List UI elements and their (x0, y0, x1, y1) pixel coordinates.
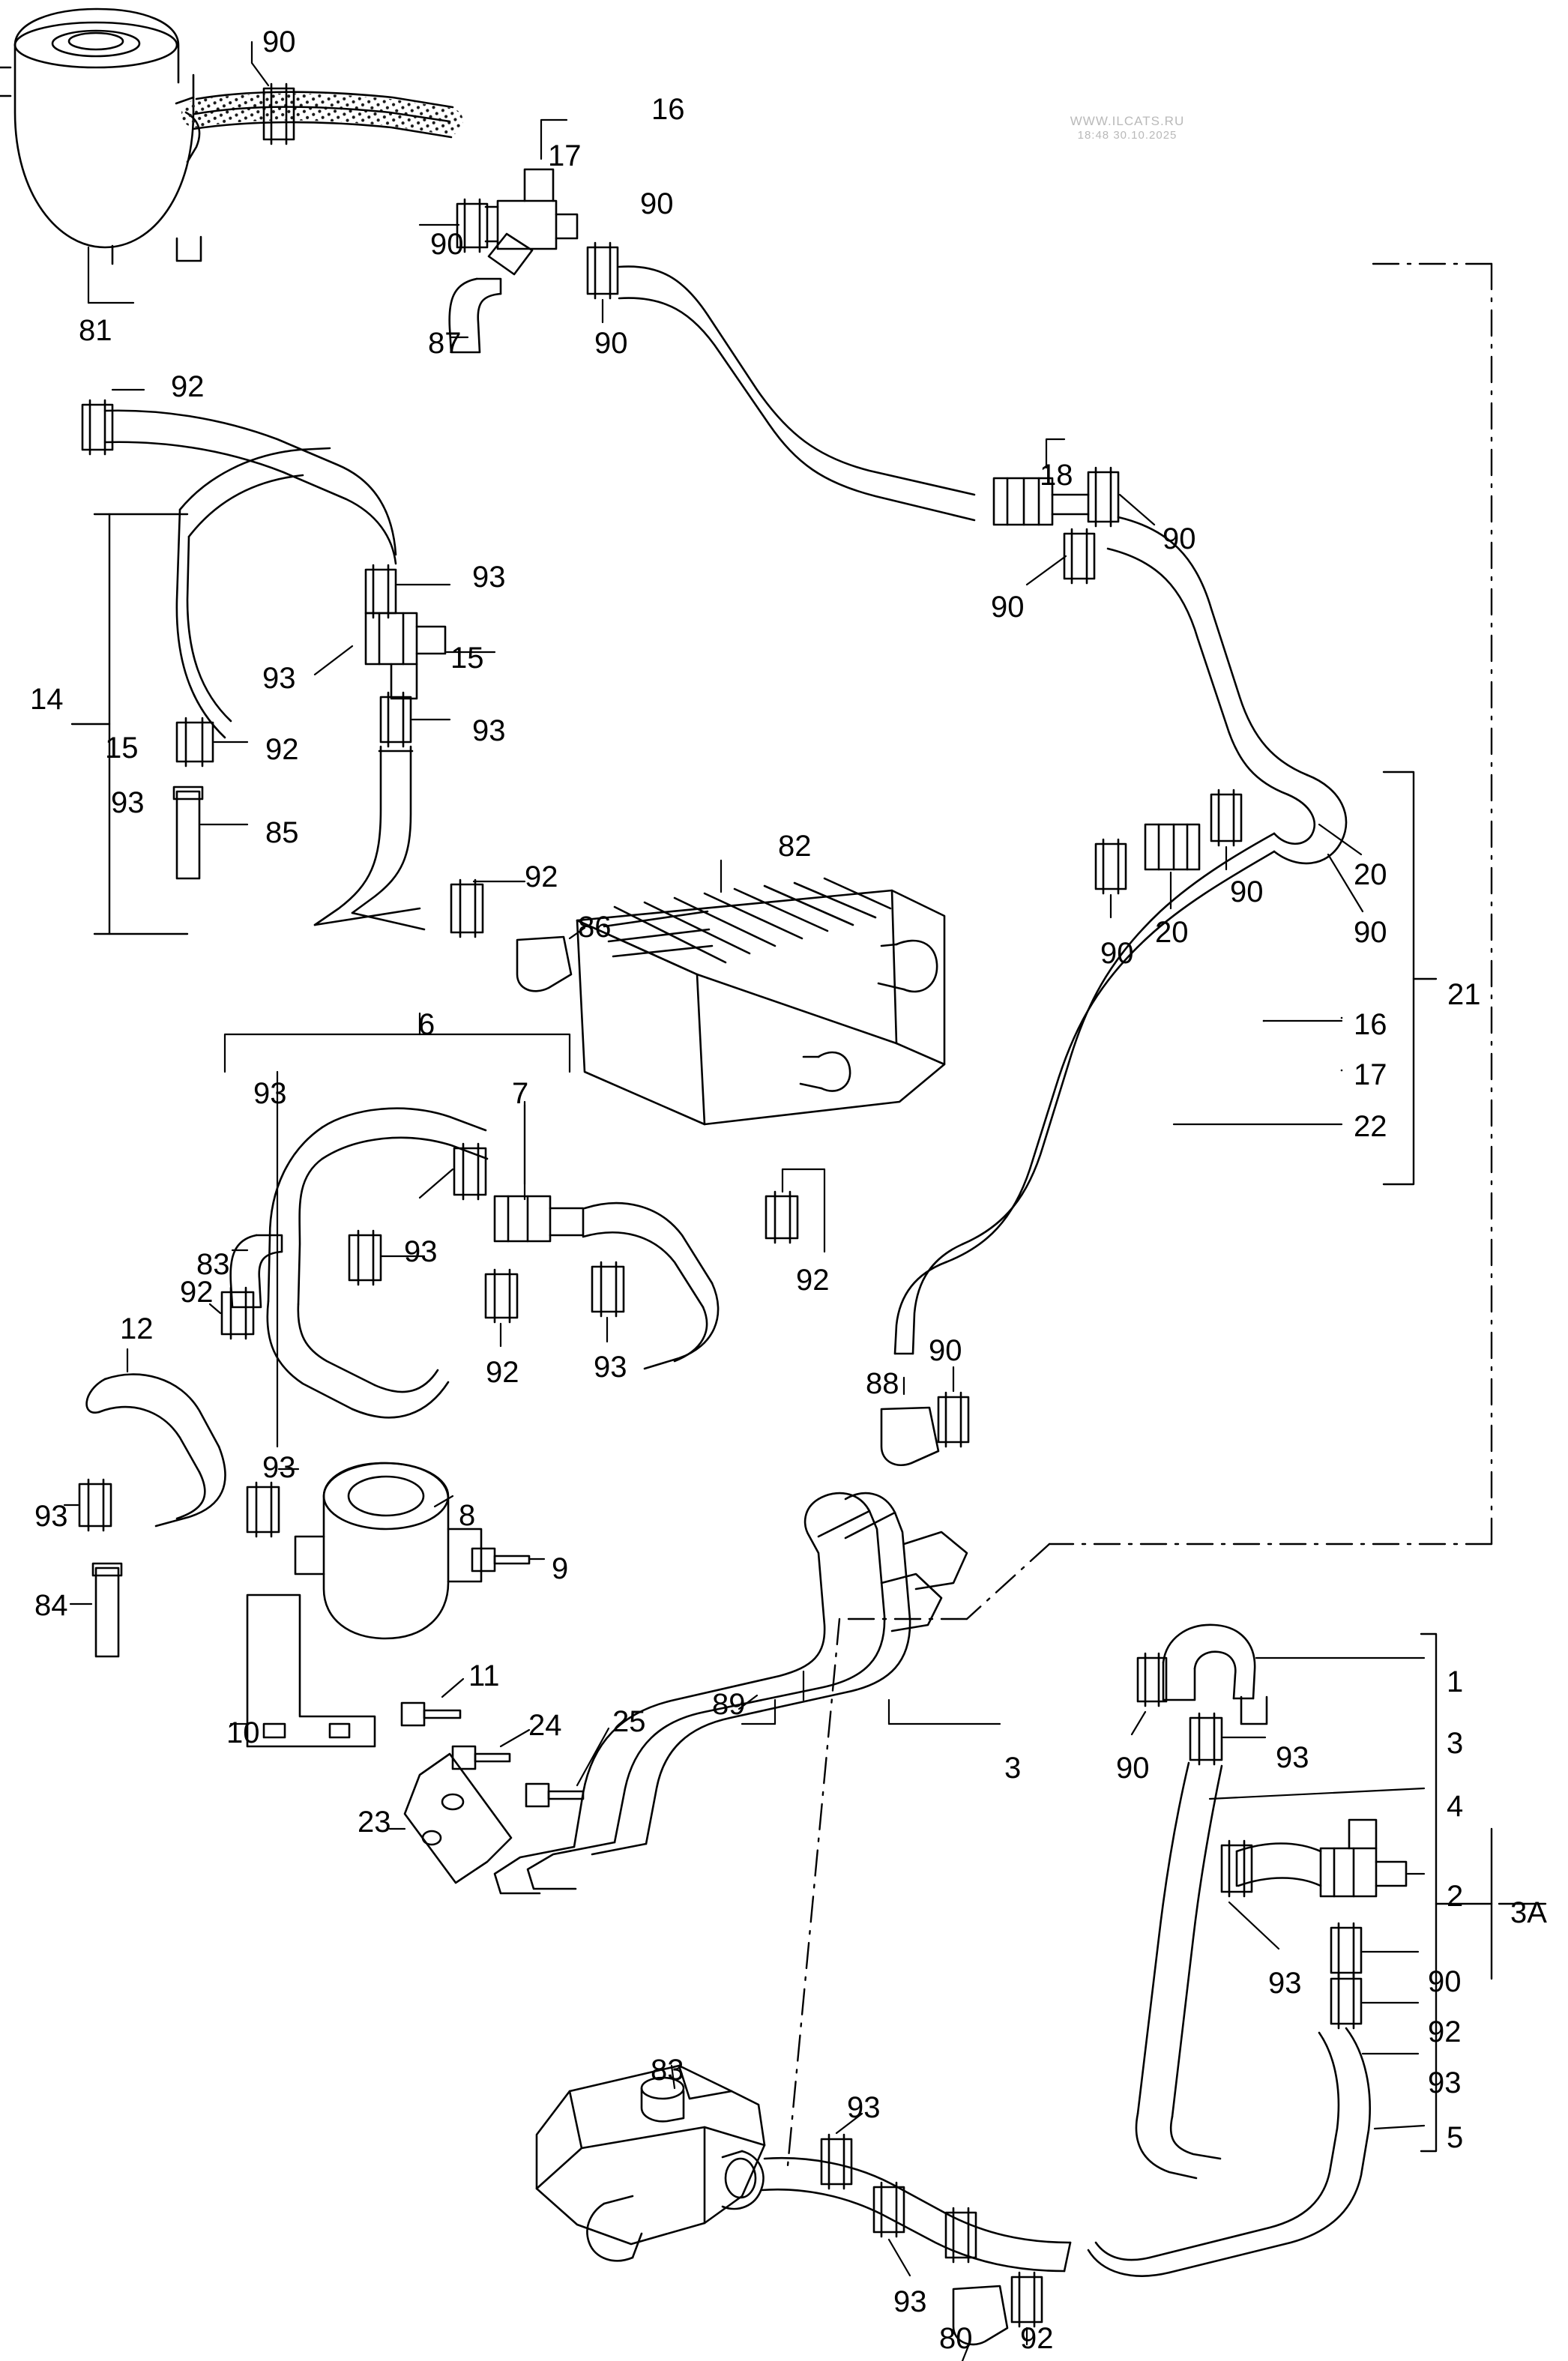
part-number-label: 12 (120, 1312, 154, 1345)
part-17-connector (486, 169, 577, 249)
part-number-label: 16 (1354, 1008, 1387, 1041)
part-number-label: 89 (712, 1688, 746, 1721)
clamp-93-h (247, 1483, 279, 1537)
part-number-label: 15 (105, 732, 139, 765)
part-number-label: 90 (262, 25, 296, 58)
part-83-housing (537, 2066, 765, 2261)
part-number-label: 15 (450, 642, 484, 675)
part-number-label: 90 (991, 591, 1025, 624)
part-15-tee (366, 613, 445, 699)
part-10-bracket (247, 1595, 375, 1746)
part-number-label: 90 (430, 228, 464, 261)
part-84-pipe (93, 1564, 121, 1656)
part-number-label: 93 (472, 561, 506, 594)
part-number-label: 16 (651, 93, 685, 126)
part-number-label: 93 (1268, 1967, 1302, 2000)
part-number-label: 82 (778, 830, 812, 863)
clamp-92-d (222, 1288, 253, 1339)
clamp-90-k (1138, 1653, 1166, 1706)
clamp-92-g (1331, 1974, 1361, 2028)
part-number-label: 2 (1447, 1880, 1464, 1913)
part-number-label: 10 (226, 1716, 260, 1749)
clamp-92-f (486, 1270, 517, 1322)
clamp-90-c (489, 234, 532, 274)
clamp-90-e (1088, 468, 1118, 526)
part-number-label: 93 (893, 2285, 927, 2318)
part-number-label: 21 (1447, 978, 1481, 1011)
part-number-label: 87 (428, 327, 462, 360)
part-24-bolt (453, 1746, 510, 1769)
clamp-93-a (366, 565, 396, 618)
part-number-label: 93 (594, 1351, 627, 1384)
watermark (1052, 114, 1202, 142)
part-number-label: 9 (552, 1552, 569, 1585)
part-number-label: 7 (512, 1077, 529, 1110)
part-number-label: 20 (1354, 858, 1387, 891)
part-number-label: 90 (1428, 1965, 1462, 1998)
part-number-label: 92 (1020, 2322, 1054, 2355)
part-number-label: 93 (34, 1500, 68, 1533)
part-number-label: 17 (1354, 1058, 1387, 1091)
part-number-label: 92 (265, 733, 299, 766)
part-number-label: 84 (34, 1589, 68, 1622)
part-11-bolt (402, 1703, 460, 1725)
part-number-label: 93 (111, 786, 145, 819)
clamp-90-h (1211, 790, 1241, 845)
part-number-label: 90 (1116, 1752, 1150, 1785)
part-20-union (1145, 824, 1199, 869)
clamp-90-d (588, 243, 618, 298)
clamp-92-e (766, 1192, 797, 1243)
part-number-label: 80 (939, 2322, 973, 2355)
clamp-92-b (177, 718, 213, 766)
part-8-pump (295, 1463, 481, 1638)
part-number-label: 90 (1230, 875, 1264, 908)
clamp-93-c (381, 693, 411, 747)
part-1-elbow (1163, 1625, 1267, 1724)
part-number-label: 93 (404, 1235, 438, 1268)
part-12-hose (87, 1375, 226, 1526)
part-number-label: 14 (30, 683, 64, 716)
part-86-plug (517, 937, 571, 991)
part-number-label: 24 (528, 1709, 562, 1742)
part-number-label: 92 (171, 370, 205, 403)
part-83-elbow-a (231, 1235, 282, 1307)
clamp-90-f (1064, 529, 1094, 583)
part-number-label: 86 (578, 911, 612, 944)
part-number-label: 93 (1428, 2066, 1462, 2099)
part-number-label: 90 (929, 1334, 962, 1367)
part-number-label: 22 (1354, 1110, 1387, 1143)
part-number-label: 92 (796, 1264, 830, 1297)
part-number-label: 5 (1447, 2121, 1464, 2154)
part-number-label: 18 (1040, 459, 1073, 492)
part-7-connector (495, 1196, 583, 1241)
part-number-label: 3A (1510, 1896, 1547, 1929)
part-number-label: 92 (180, 1276, 214, 1309)
part-number-label: 93 (472, 714, 506, 747)
clamp-92-c (451, 880, 483, 937)
clamp-92-h (1012, 2273, 1042, 2327)
part-16-hose (195, 107, 450, 121)
hose-15-to-86 (315, 747, 412, 925)
part-number-label: 93 (847, 2091, 881, 2124)
clamp-92-a (82, 400, 112, 454)
part-number-label: 92 (486, 1356, 519, 1389)
part-number-label: 88 (866, 1367, 899, 1400)
part-number-label: 23 (358, 1806, 391, 1839)
part-number-label: 8 (459, 1499, 476, 1532)
clamp-90-l (1331, 1923, 1361, 1977)
part-number-label: 92 (1428, 2015, 1462, 2048)
part-number-label: 90 (1100, 937, 1134, 970)
part-number-label: 4 (1447, 1790, 1464, 1823)
part-number-label: 93 (253, 1077, 287, 1110)
part-number-label: 90 (1163, 522, 1196, 555)
part-4-hose (1136, 1763, 1222, 2178)
part-number-label: 17 (548, 139, 582, 172)
part-85-pipe (174, 787, 202, 878)
part-81-expansion-tank (0, 9, 201, 264)
clamp-93-n2 (874, 2183, 904, 2237)
part-number-label: 83 (651, 2054, 684, 2087)
watermark-line2: 18:48 30.10.2025 (1077, 129, 1177, 142)
part-number-label: 93 (1276, 1741, 1309, 1774)
part-82-heater-core (577, 878, 944, 1124)
part-number-label: 81 (79, 314, 112, 347)
part-number-label: 25 (612, 1705, 646, 1738)
clamp-93-f (349, 1231, 381, 1285)
part-number-label: 93 (262, 1451, 296, 1484)
clamp-90-g (1096, 839, 1126, 893)
part-number-label: 83 (196, 1248, 230, 1281)
part-5-hose (1088, 2028, 1370, 2276)
part-number-label: 90 (640, 187, 674, 220)
part-number-label: 90 (594, 327, 628, 360)
clamp-93-i (79, 1480, 111, 1531)
watermark-line1: WWW.ILCATS.RU (1070, 114, 1185, 128)
part-number-label: 1 (1447, 1665, 1464, 1698)
part-2-connector (1321, 1820, 1406, 1896)
part-number-label: 85 (265, 816, 299, 849)
part-number-label: 20 (1155, 916, 1189, 949)
clamp-93-j (1190, 1713, 1222, 1764)
clamp-93-g (592, 1262, 624, 1316)
part-number-label: 92 (525, 860, 558, 893)
part-number-label: 90 (1354, 916, 1387, 949)
part-number-label: 93 (262, 662, 296, 695)
part-number-label: 3 (1004, 1752, 1022, 1785)
part-23-bracket (405, 1754, 511, 1883)
part-number-label: 11 (468, 1659, 500, 1692)
clamp-90-j (938, 1393, 968, 1447)
part-number-label: 3 (1447, 1727, 1464, 1760)
part-25-bolt (526, 1784, 583, 1806)
part-number-label: 6 (418, 1008, 435, 1041)
part-88-plug (881, 1408, 938, 1465)
